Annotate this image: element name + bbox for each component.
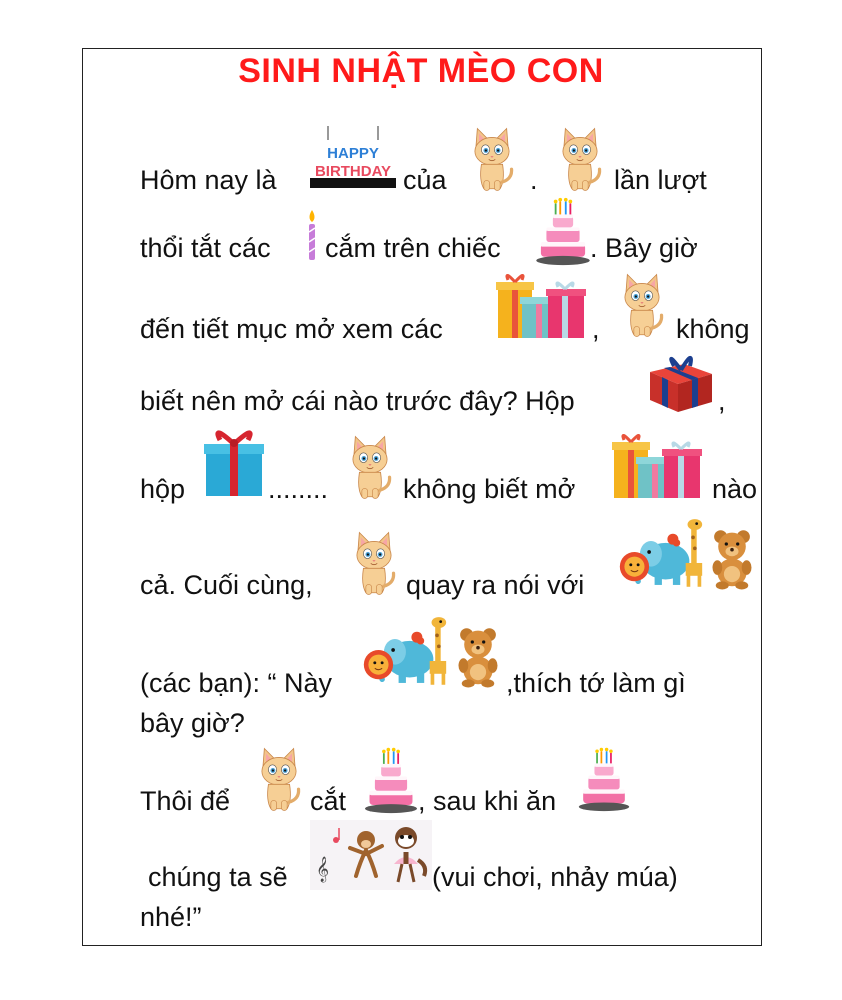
kitten-icon xyxy=(462,122,522,192)
happy-birthday-banner-icon xyxy=(306,126,400,190)
story-line-8-text-1: bây giờ? xyxy=(140,708,245,738)
story-line-3-text-2: , xyxy=(592,314,600,344)
story-line-1-text-1: Hôm nay là xyxy=(140,165,277,195)
story-line-1-text-4: lần lượt xyxy=(614,165,707,195)
teddy-bear-icon xyxy=(706,522,758,592)
story-line-1-text-2: của xyxy=(403,165,447,195)
story-line-2-text-3: . Bây giờ xyxy=(590,233,698,263)
story-line-10-text-2: (vui chơi, nhảy múa) xyxy=(432,862,678,892)
story-line-5-text-1: hộp xyxy=(140,474,186,504)
kitten-icon xyxy=(250,742,308,812)
animal-friends-icon xyxy=(618,512,704,592)
story-line-2-text-2: cắm trên chiếc xyxy=(325,233,501,263)
svg-text:𝄞: 𝄞 xyxy=(316,857,330,882)
story-line-7-text-1: (các bạn): “ Này xyxy=(140,668,333,698)
kitten-icon xyxy=(344,526,404,596)
candle-icon xyxy=(304,208,320,262)
banner-text-birthday: BIRTHDAY xyxy=(314,163,392,180)
story-line-10-text-1: chúng ta sẽ xyxy=(148,862,288,892)
story-line-11-text-1: nhé!” xyxy=(140,902,202,932)
story-line-5-text-4: nào xyxy=(712,474,758,504)
birthday-cake-icon xyxy=(532,196,594,266)
story-line-9-text-2: cắt xyxy=(310,786,347,816)
story-line-9-text-1: Thôi để xyxy=(140,786,231,816)
story-line-1-text-3: . xyxy=(530,165,538,195)
story-line-6-text-1: cả. Cuối cùng, xyxy=(140,570,313,600)
story-line-5-text-3: không biết mở xyxy=(403,474,576,504)
story-line-9-text-3: , sau khi ăn xyxy=(418,786,557,816)
gift-boxes-icon xyxy=(612,430,704,500)
story-line-3-text-3: không xyxy=(676,314,750,344)
story-line-2-text-1: thổi tắt các xyxy=(140,233,271,263)
birthday-cake-icon xyxy=(360,746,422,814)
story-line-5-text-2: ........ xyxy=(268,474,329,504)
kitten-icon xyxy=(550,122,610,192)
gift-boxes-icon xyxy=(496,270,588,340)
story-line-4-text-2: , xyxy=(718,386,726,416)
kitten-icon xyxy=(340,430,400,500)
story-line-7-text-2: ,thích tớ làm gì xyxy=(506,668,686,698)
animal-friends-icon xyxy=(362,610,448,690)
dancing-animals-icon xyxy=(310,820,432,890)
birthday-cake-icon xyxy=(576,746,632,812)
red-gift-box-icon xyxy=(644,346,716,416)
kitten-icon xyxy=(612,268,672,338)
blue-gift-box-icon xyxy=(202,426,266,498)
teddy-bear-icon xyxy=(452,620,504,690)
page-title: SINH NHẬT MÈO CON xyxy=(238,52,604,90)
banner-text-happy: HAPPY xyxy=(327,145,379,162)
story-line-6-text-2: quay ra nói với xyxy=(406,570,585,600)
story-line-3-text-1: đến tiết mục mở xem các xyxy=(140,314,443,344)
story-line-4-text-1: biết nên mở cái nào trước đây? Hộp xyxy=(140,386,575,416)
